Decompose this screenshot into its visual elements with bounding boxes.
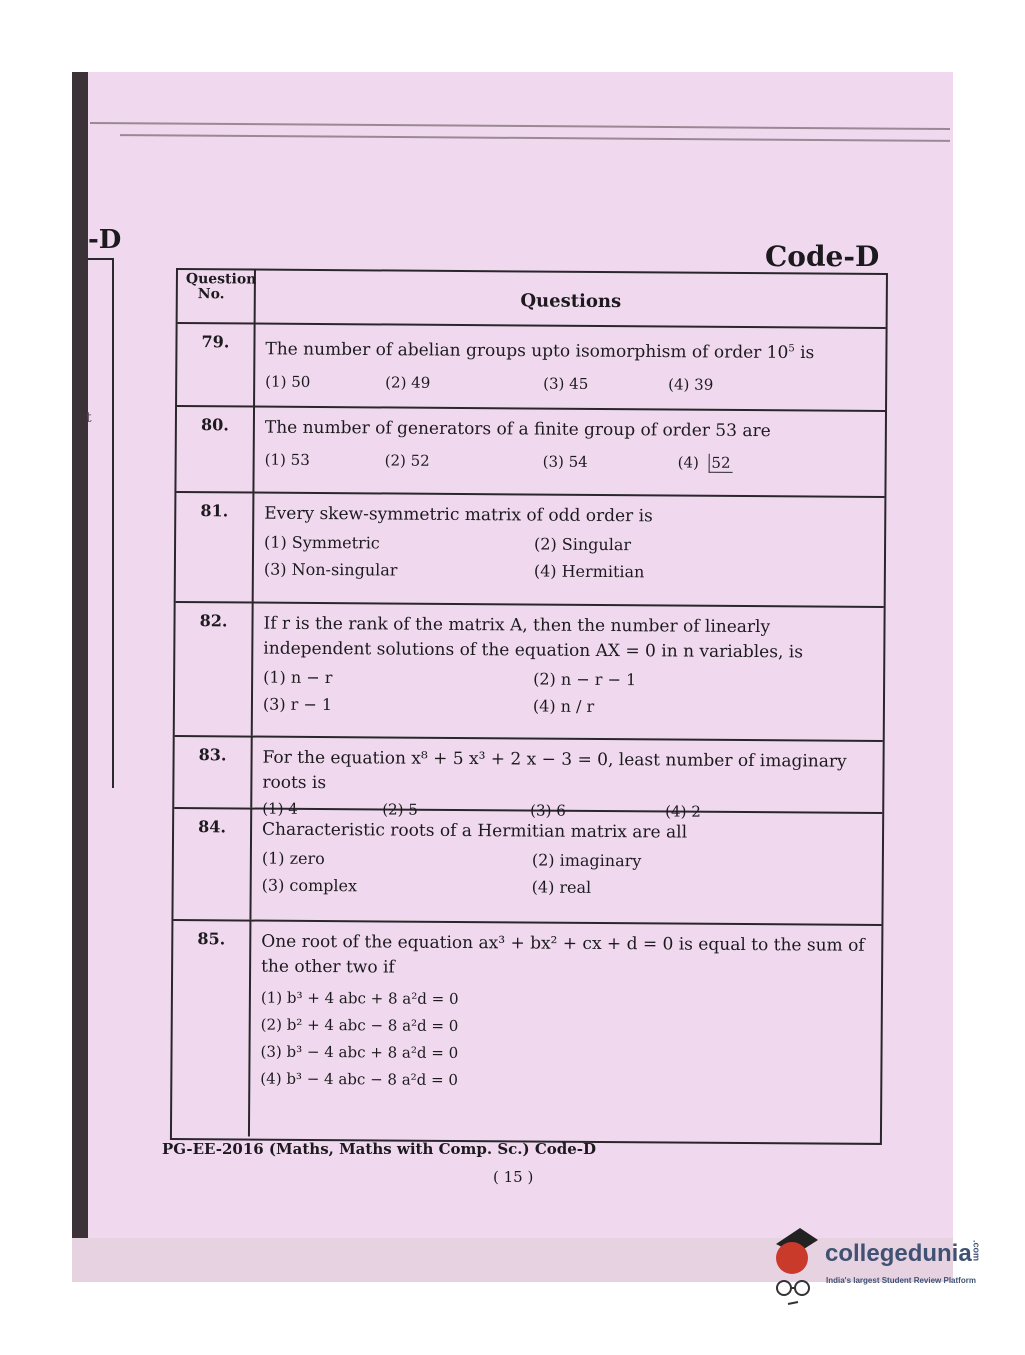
question-row-80	[176, 407, 885, 498]
question-row-82	[175, 603, 884, 742]
questions-header: Questions	[520, 290, 622, 313]
option-1: (1) 4	[262, 799, 298, 818]
question-number: 85.	[172, 921, 251, 1137]
question-number: 79.	[177, 324, 256, 406]
option-2: (2) 49	[385, 373, 431, 392]
question-row-84	[173, 809, 882, 926]
page-number: ( 15 )	[493, 1168, 534, 1186]
option-2: (2) n − r − 1	[533, 669, 637, 690]
logo-tagline: India's largest Student Review Platform	[826, 1276, 976, 1285]
question-text: One root of the equation ax³ + bx² + cx + d = 0 is equal to the sum of the other two if	[261, 931, 865, 978]
questions-table	[170, 268, 888, 1145]
question-row-81	[176, 493, 885, 608]
option-2: (2) b² + 4 abc − 8 a²d = 0	[260, 1015, 459, 1035]
question-number: 82.	[175, 603, 254, 736]
question-no-header: Question No.	[178, 270, 256, 323]
option-2: (2) Singular	[534, 534, 632, 555]
option-3: (3) r − 1	[262, 694, 333, 715]
option-2: (2) 5	[382, 800, 418, 819]
collegedunia-logo	[770, 1222, 1000, 1312]
question-number: 80.	[176, 407, 255, 492]
option-4: (4) n / r	[532, 696, 595, 716]
scan-border-left	[72, 72, 88, 1282]
left-page-fragment-letter: t	[86, 410, 92, 426]
option-3: (3) 54	[542, 452, 588, 471]
option-4: (4) 52	[677, 453, 731, 472]
option-3: (3) complex	[261, 875, 358, 896]
left-page-table-edge	[88, 488, 114, 788]
marked-answer: 52	[708, 454, 732, 473]
question-text: The number of generators of a finite group of order 53 are	[264, 417, 771, 442]
question-number: 83.	[174, 737, 252, 808]
option-1: (1) b³ + 4 abc + 8 a²d = 0	[260, 988, 459, 1008]
question-text: The number of abelian groups upto isomorphism of order $10^5$ is	[265, 339, 815, 364]
option-2: (2) imaginary	[531, 850, 642, 871]
left-page-table-edge	[88, 258, 114, 493]
option-4: (4) 2	[665, 802, 701, 821]
option-1: (1) 50	[265, 372, 311, 391]
option-4: (4) Hermitian	[533, 561, 645, 582]
option-1: (1) n − r	[263, 667, 333, 688]
table-header	[178, 270, 886, 329]
question-row-79	[177, 324, 886, 412]
option-3: (3) 45	[543, 374, 589, 393]
option-1: (1) zero	[261, 848, 325, 869]
option-1: (1) 53	[264, 450, 310, 469]
question-text: Characteristic roots of a Hermitian matrix are all	[262, 819, 688, 843]
option-2: (2) 52	[384, 451, 430, 470]
question-text: If r is the rank of the matrix A, then the number of linearly independent solutions of the equation AX = 0 in n variables, is	[263, 613, 804, 663]
code-heading: Code-D	[765, 240, 880, 273]
option-4: (4) b³ − 4 abc − 8 a²d = 0	[260, 1069, 459, 1089]
question-row-83	[174, 737, 882, 821]
logo-wordmark: collegedunia.com	[825, 1240, 982, 1268]
option-3: (3) Non-singular	[263, 559, 398, 580]
left-page-fragment-code: -D	[88, 225, 122, 255]
question-text: Every skew-symmetric matrix of odd order is	[264, 503, 653, 527]
option-3: (3) b³ − 4 abc + 8 a²d = 0	[260, 1042, 459, 1062]
option-1: (1) Symmetric	[264, 532, 380, 553]
option-3: (3) 6	[530, 801, 566, 820]
question-text: For the equation x⁸ + 5 x³ + 2 x − 3 = 0, least number of imaginary roots is	[262, 747, 847, 794]
question-number: 81.	[176, 493, 255, 602]
footer-exam-code: PG-EE-2016 (Maths, Maths with Comp. Sc.) Code-D	[162, 1140, 597, 1158]
option-4: (4) 39	[668, 375, 714, 394]
question-number: 84.	[173, 809, 252, 920]
option-4: (4) real	[531, 877, 592, 897]
question-row-85	[172, 921, 881, 1141]
mascot-icon	[770, 1222, 820, 1312]
